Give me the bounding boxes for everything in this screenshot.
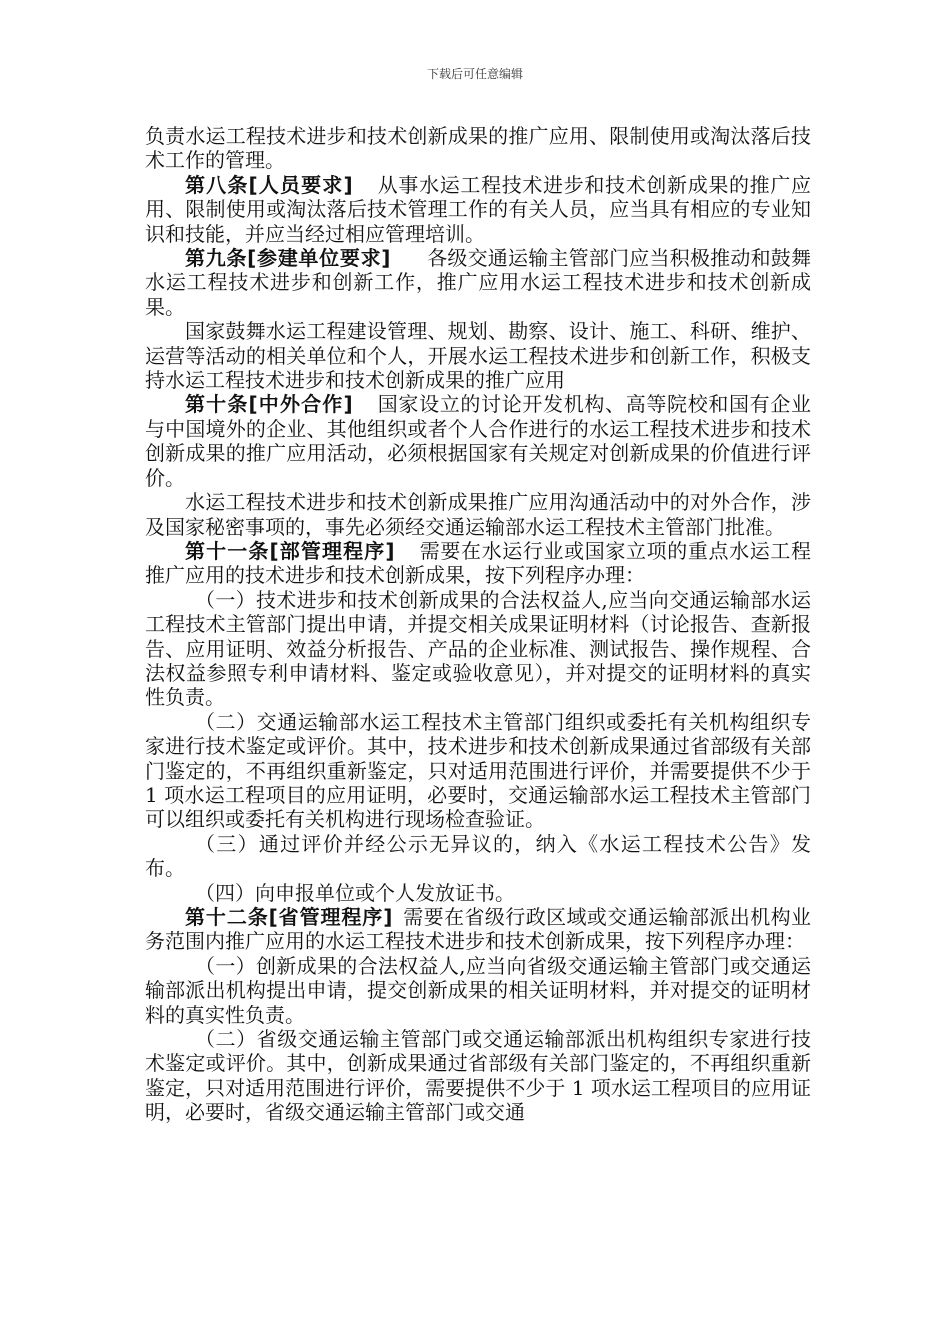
article-text: 需要在水运行业或国家立项的重点水运工程推广应用的技术进步和技术创新成果，按下列程序办理： [145, 538, 812, 588]
paragraph-continuation: 负责水运工程技术进步和技术创新成果的推广应用、限制使用或淘汰落后技术工作的管理。 [145, 124, 811, 173]
article-11 [145, 539, 811, 588]
article-9 [145, 246, 811, 319]
list-item: （二）交通运输部水运工程技术主管部门组织或委托有关机构组织专家进行技术鉴定或评价。其中，技术进步和技术创新成果通过省部级有关部门鉴定的，不再组织重新鉴定，只对适用范围进行评价，并需要提供不少于 1 项水运工程项目的应用证明，必要时，交通运输部水运工程技术主管部门可以组织或委托有关机构进行现场检查验证。 [145, 709, 811, 832]
article-12 [145, 905, 811, 954]
article-heading: 第八条[人员要求] [185, 172, 354, 197]
paragraph: 国家鼓舞水运工程建设管理、规划、勘察、设计、施工、科研、维护、运营等活动的相关单位和个人，开展水运工程技术进步和创新工作，积极支持水运工程技术进步和技术创新成果的推广应用 [145, 319, 811, 393]
list-item: （四）向申报单位或个人发放证书。 [195, 880, 515, 905]
document-body [145, 124, 811, 1125]
article-10 [145, 392, 811, 490]
article-text: 国家设立的讨论开发机构、高等院校和国有企业与中国境外的企业、其他组织或者个人合作进行的水运工程技术进步和技术创新成果的推广应用活动，必须根据国家有关规定对创新成果的价值进行评价。 [145, 392, 812, 490]
list-item: （一）技术进步和技术创新成果的合法权益人,应当向交通运输部水运工程技术主管部门提出申请，并提交相关成果证明材料（讨论报告、查新报告、应用证明、效益分析报告、产品的企业标准、测试报告、操作规程、合法权益参照专利申请材料、鉴定或验收意见），并对提交的证明材料的真实性负责。 [145, 587, 811, 710]
article-heading: 第十一条[部管理程序] [185, 538, 396, 563]
article-heading: 第十二条[省管理程序] [185, 905, 393, 929]
article-heading: 第九条[参建单位要求] [185, 246, 391, 271]
article-8 [145, 173, 811, 246]
article-text: 需要在省级行政区域或交通运输部派出机构业务范围内推广应用的水运工程技术进步和技术创新成果，按下列程序办理： [145, 905, 812, 954]
list-item: （二）省级交通运输主管部门或交通运输部派出机构组织专家进行技术鉴定或评价。其中，创新成果通过省部级有关部门鉴定的，不再组织重新鉴定，只对适用范围进行评价，需要提供不少于 1 项水运工程项目的应用证明，必要时，省级交通运输主管部门或交通 [145, 1027, 811, 1125]
list-item: （三）通过评价并经公示无异议的，纳入《水运工程技术公告》发布。 [145, 831, 811, 881]
paragraph: 水运工程技术进步和技术创新成果推广应用沟通活动中的对外合作，涉及国家秘密事项的，事先必须经交通运输部水运工程技术主管部门批准。 [145, 490, 811, 539]
article-text: 各级交通运输主管部门应当积极推动和鼓舞水运工程技术进步和创新工作，推广应用水运工程技术进步和技术创新成果。 [145, 246, 812, 319]
article-text: 从事水运工程技术进步和技术创新成果的推广应用、限制使用或淘汰落后技术管理工作的有关人员，应当具有相应的专业知识和技能，并应当经过相应管理培训。 [145, 172, 812, 246]
list-item: （一）创新成果的合法权益人,应当向省级交通运输主管部门或交通运输部派出机构提出申请，提交创新成果的相关证明材料，并对提交的证明材料的真实性负责。 [145, 953, 811, 1027]
page-header: 下载后可任意编辑 [426, 67, 523, 81]
article-heading: 第十条[中外合作] [185, 392, 354, 417]
